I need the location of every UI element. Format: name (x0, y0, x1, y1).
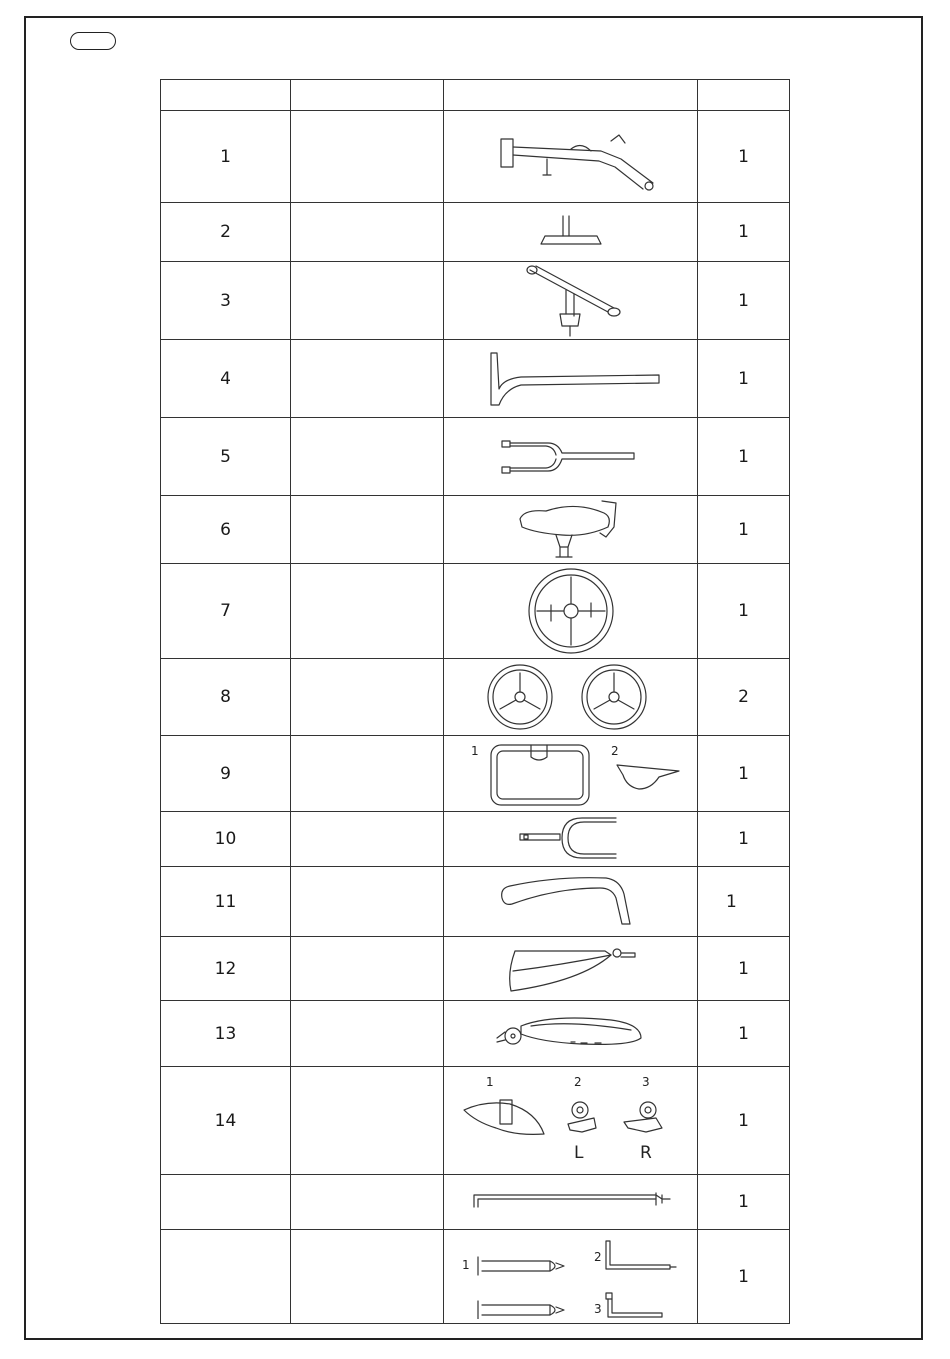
part-name (291, 812, 444, 867)
table-row (161, 564, 790, 659)
part-image (444, 111, 698, 203)
front-wheel-icon (521, 567, 621, 655)
steering-rod-icon (466, 1187, 676, 1217)
table-row (161, 1001, 790, 1067)
part-number: 7 (161, 564, 291, 659)
table-row (161, 418, 790, 496)
part-quantity: 1 (698, 1067, 790, 1175)
part-image (444, 418, 698, 496)
part-image (444, 1067, 698, 1175)
canopy-icon (501, 943, 641, 995)
part-name (291, 1067, 444, 1175)
page-badge (70, 32, 116, 50)
part-quantity: 1 (698, 937, 790, 1001)
sub-label: 1 (470, 743, 479, 758)
part-number: 5 (161, 418, 291, 496)
hardware-kit-icon (456, 1235, 686, 1319)
push-handle-icon (481, 349, 661, 409)
header-picture (444, 80, 698, 111)
part-name (291, 937, 444, 1001)
u-bracket-icon (516, 814, 626, 864)
sub-label: 1 (485, 1074, 494, 1089)
part-image (444, 736, 698, 812)
part-image (444, 1001, 698, 1067)
part-quantity: 1 (698, 496, 790, 564)
footrest-icon (531, 210, 611, 254)
sub-label: 1 (461, 1257, 470, 1272)
part-number: 6 (161, 496, 291, 564)
part-name (291, 736, 444, 812)
table-row (161, 203, 790, 262)
part-image (444, 812, 698, 867)
part-quantity: 1 (698, 203, 790, 262)
table-row (161, 1230, 790, 1324)
header-number (161, 80, 291, 111)
sub-label: 2 (610, 743, 619, 758)
part-quantity: 1 (698, 1230, 790, 1324)
side-label-right: R (639, 1142, 652, 1163)
part-image (444, 1230, 698, 1324)
part-quantity: 1 (698, 812, 790, 867)
part-name (291, 564, 444, 659)
part-number: 14 (161, 1067, 291, 1175)
part-name (291, 203, 444, 262)
part-image (444, 203, 698, 262)
part-name (291, 418, 444, 496)
part-quantity: 1 (698, 564, 790, 659)
table-row (161, 812, 790, 867)
part-image (444, 262, 698, 340)
sub-label: 2 (573, 1074, 582, 1089)
part-name (291, 1001, 444, 1067)
part-name (291, 496, 444, 564)
sub-label: 2 (593, 1249, 602, 1264)
part-image (444, 564, 698, 659)
part-name (291, 1230, 444, 1324)
part-quantity: 1 (698, 1175, 790, 1230)
table-row (161, 736, 790, 812)
part-quantity: 1 (698, 340, 790, 418)
basket-set-icon (451, 739, 691, 809)
part-image (444, 937, 698, 1001)
sub-label: 3 (593, 1301, 602, 1316)
table-row (161, 1067, 790, 1175)
part-image (444, 659, 698, 736)
part-image (444, 496, 698, 564)
rear-fork-icon (496, 435, 646, 479)
part-name (291, 1175, 444, 1230)
curved-bar-icon (496, 874, 646, 930)
part-image (444, 340, 698, 418)
part-name (291, 111, 444, 203)
table-row (161, 1175, 790, 1230)
part-name (291, 867, 444, 937)
canopy-frame-icon (491, 1012, 651, 1056)
part-quantity: 1 (698, 418, 790, 496)
part-quantity: 1 (698, 736, 790, 812)
part-name (291, 262, 444, 340)
table-row (161, 111, 790, 203)
table-header-row (161, 80, 790, 111)
part-image (444, 867, 698, 937)
seat-icon (516, 497, 626, 563)
side-label-left: L (573, 1142, 583, 1163)
part-name (291, 659, 444, 736)
part-quantity: 1 (698, 867, 790, 937)
part-name (291, 340, 444, 418)
part-image (444, 1175, 698, 1230)
table-row (161, 262, 790, 340)
part-number: 10 (161, 812, 291, 867)
part-number: 9 (161, 736, 291, 812)
part-number: 4 (161, 340, 291, 418)
part-quantity: 1 (698, 262, 790, 340)
table-row (161, 867, 790, 937)
mudguard-set-icon (456, 1072, 686, 1170)
header-quantity (698, 80, 790, 111)
part-number (161, 1230, 291, 1324)
table-row (161, 340, 790, 418)
part-quantity: 1 (698, 111, 790, 203)
header-name (291, 80, 444, 111)
table-row (161, 937, 790, 1001)
part-number: 1 (161, 111, 291, 203)
part-number: 2 (161, 203, 291, 262)
part-number: 3 (161, 262, 291, 340)
part-number: 13 (161, 1001, 291, 1067)
part-number: 8 (161, 659, 291, 736)
main-frame-icon (481, 121, 661, 193)
table-row (161, 659, 790, 736)
part-number: 11 (161, 867, 291, 937)
sub-label: 3 (641, 1074, 650, 1089)
part-number (161, 1175, 291, 1230)
handlebar-icon (516, 264, 626, 338)
rear-wheels-icon (486, 661, 656, 733)
part-quantity: 1 (698, 1001, 790, 1067)
part-number: 12 (161, 937, 291, 1001)
parts-table (160, 79, 790, 1324)
table-row (161, 496, 790, 564)
part-quantity: 2 (698, 659, 790, 736)
